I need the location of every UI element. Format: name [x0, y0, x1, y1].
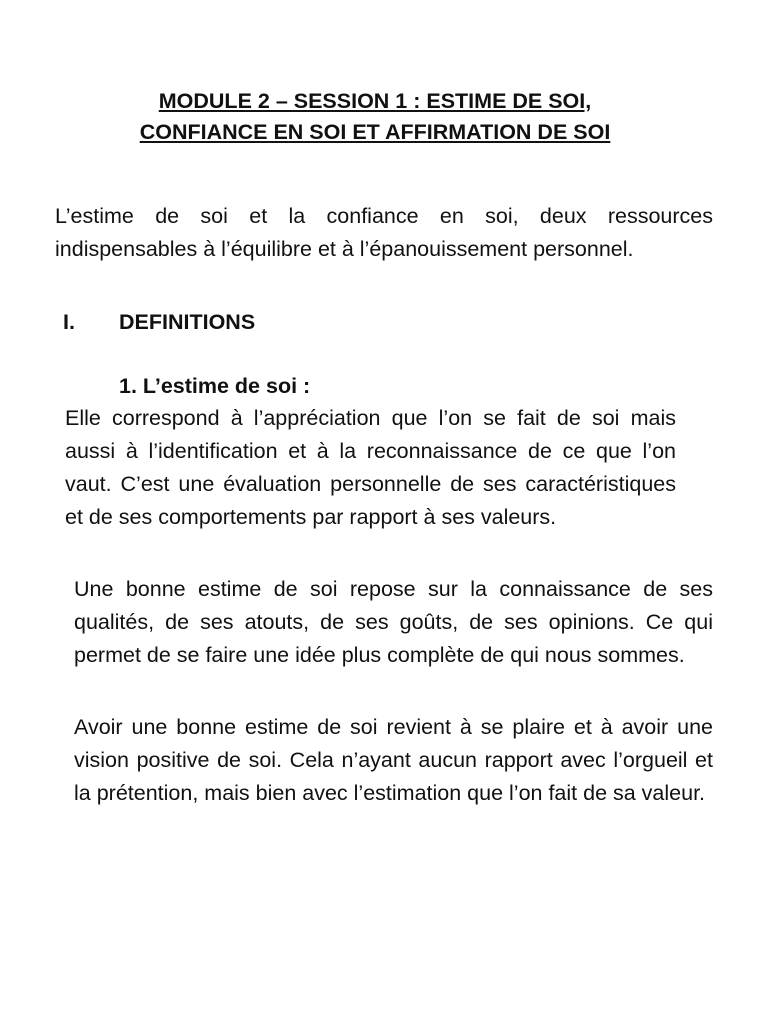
subsection-heading: 1. L’estime de soi :	[119, 374, 311, 398]
body-paragraph-3: Avoir une bonne estime de soi revient à se plaire et à avoir une vision positive de soi. Cela n’ayant aucun rapport avec l’orgueil et la prétention, mais bien avec l’estimation que l’on fait de sa valeur.	[74, 715, 713, 805]
body-paragraph-2: Une bonne estime de soi repose sur la connaissance de ses qualités, de ses atouts, de ses goûts, de ses opinions. Ce qui permet de se faire une idée plus complète de qui nous sommes.	[74, 577, 713, 667]
section-title: DEFINITIONS	[119, 310, 256, 334]
title-line-2: CONFIANCE EN SOI ET AFFIRMATION DE SOI	[139, 120, 611, 144]
definition-paragraph: Elle correspond à l’appréciation que l’on se fait de soi mais aussi à l’identification et à la reconnaissance de ce que l’on vaut. C’est une évaluation personnelle de ses caractéristiques et de ses comportements par rapport à ses valeurs.	[65, 406, 676, 529]
title-line-1: MODULE 2 – SESSION 1 : ESTIME DE SOI,	[158, 89, 592, 113]
intro-paragraph: L’estime de soi et la confiance en soi, deux ressources indispensables à l’équilibre et à l’épanouissement personnel.	[55, 204, 713, 261]
section-number: I.	[63, 310, 75, 334]
document-title	[40, 86, 710, 148]
section-heading	[63, 306, 255, 339]
